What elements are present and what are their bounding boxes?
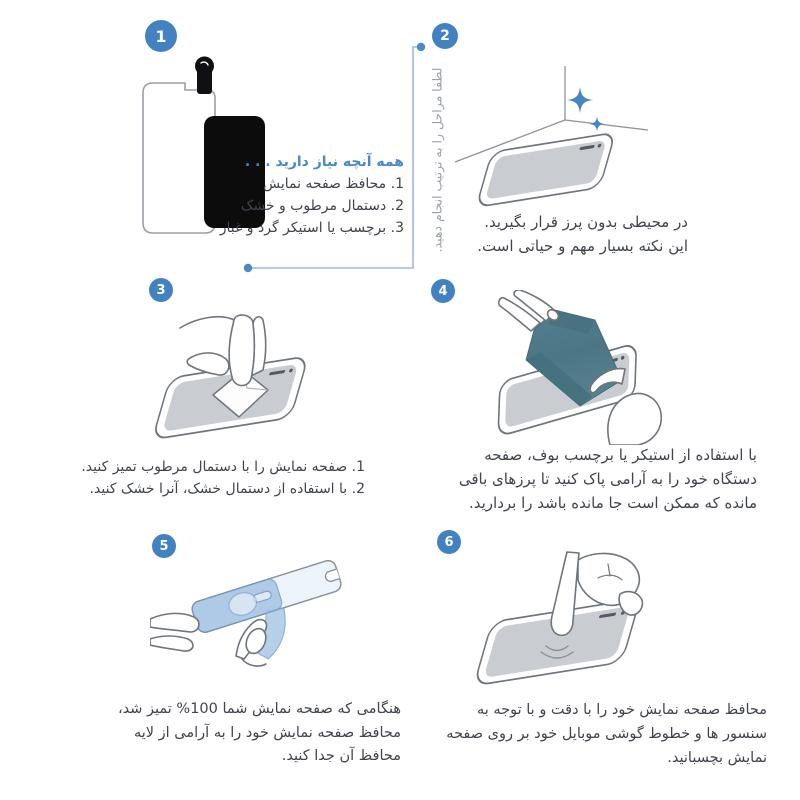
step-4-badge — [431, 279, 455, 303]
step-1-number: 1 — [155, 26, 167, 46]
step-1-item: 3. برچسب یا استیکر گرد و غبار — [219, 220, 404, 236]
step-1-badge — [145, 20, 177, 52]
step-5-text — [118, 698, 401, 769]
step-3-illustration — [150, 300, 320, 455]
step-2-badge — [432, 23, 458, 49]
step-1-text — [220, 151, 404, 239]
step-5-number: 5 — [159, 538, 169, 554]
connector-dot-bottom — [244, 264, 252, 272]
connector-dot-top — [417, 43, 425, 51]
step-1-item: 2. دستمال مرطوب و خشک — [240, 198, 404, 214]
step-6-text — [446, 698, 767, 770]
step-6-number: 6 — [444, 534, 454, 550]
step-4-illustration — [460, 290, 700, 445]
step-5-line: محافظ صفحه نمایش خود را به آرامی از لایه — [133, 724, 401, 741]
step-3-number: 3 — [156, 282, 166, 298]
hand-pinch-icon — [236, 620, 270, 666]
step-4-line: مانده که ممکن است جا مانده باشد را بردارید. — [468, 494, 757, 512]
step-2-number: 2 — [440, 28, 450, 44]
phone-flat-icon — [476, 132, 615, 207]
vertical-note: لطفا مراحل را به ترتیب انجام دهید. — [429, 67, 445, 253]
step-5-illustration — [150, 555, 400, 667]
step-5-line: هنگامی که صفحه نمایش شما 100‏% تمیز شد، — [117, 701, 401, 717]
step-1-heading: همه آنچه نیاز دارید . . . — [244, 154, 404, 170]
step-6-line: محافظ صفحه نمایش خود را با دقت و با توجه به — [476, 702, 767, 718]
step-3-line: 2. با استفاده از دستمال خشک، آنرا خشک کنید. — [89, 481, 365, 497]
sparkle-icon-small — [590, 117, 605, 132]
step-2-line: این نکته بسیار مهم و حیاتی است. — [477, 237, 688, 255]
step-4-line: با استفاده از استیکر یا برچسب بوف، صفحه — [484, 446, 757, 464]
step-2-line: در محیطی بدون پرز قرار بگیرید. — [484, 213, 688, 231]
step-3-text — [81, 456, 365, 500]
step-5-line: محافظ آن جدا کنید. — [281, 748, 401, 764]
step-2-illustration — [440, 60, 660, 210]
step-3-line: 1. صفحه نمایش را با دستمال مرطوب تمیز کنید. — [81, 459, 365, 475]
step-6-line: نمایش بچسبانید. — [667, 750, 767, 766]
step-4-text — [459, 443, 757, 515]
sparkle-icon — [567, 87, 593, 113]
step-4-number: 4 — [438, 283, 448, 299]
step-6-line: سنسور ها و خطوط گوشی موبایل خود بر روی صفحه — [446, 726, 767, 742]
wipe-sachet-icon — [195, 57, 214, 95]
step-4-line: دستگاه خود را به آرامی پاک کنید تا پرزهای باقی — [458, 470, 757, 488]
step-2-text — [477, 210, 688, 258]
step-1-item: 1. محافظ صفحه نمایش — [262, 176, 404, 192]
step-3-badge — [149, 278, 173, 302]
hand-left-icon — [150, 613, 199, 651]
step-6-illustration — [470, 550, 660, 692]
protector-film-icon — [190, 559, 356, 667]
step-6-badge — [437, 530, 461, 554]
